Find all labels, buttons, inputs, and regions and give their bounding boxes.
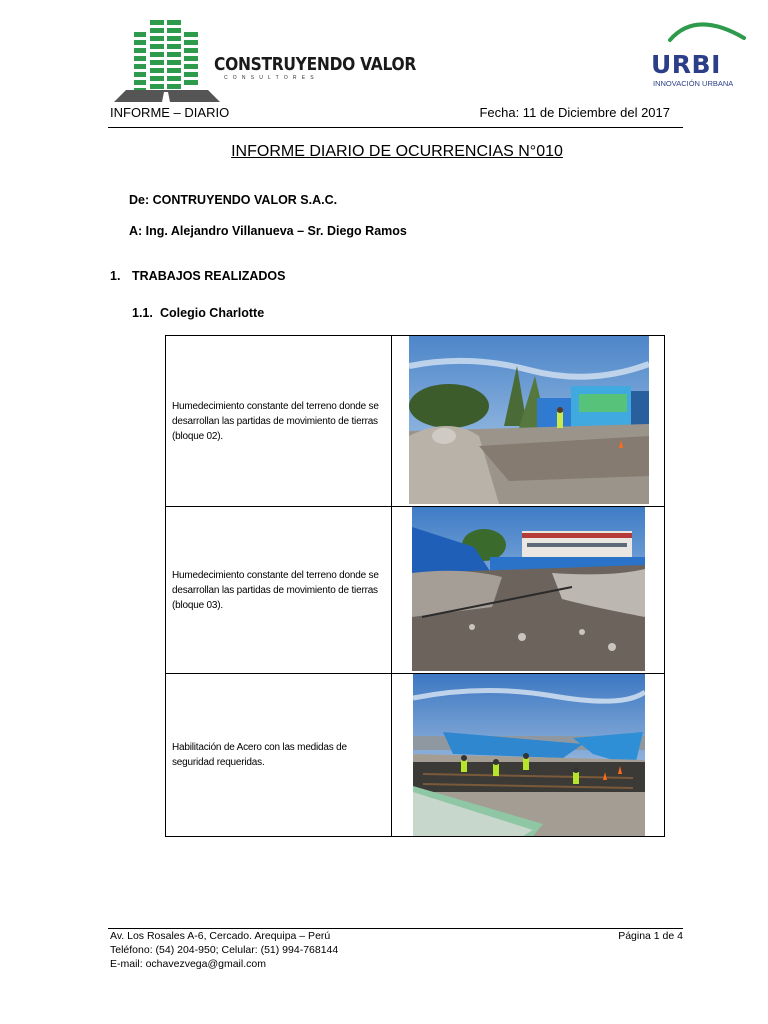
footer-divider — [108, 928, 683, 929]
row-description-cell — [166, 336, 392, 506]
partner-tagline: INNOVACIÓN URBANA — [653, 79, 734, 88]
row-photo-cell — [392, 336, 664, 506]
report-label: INFORME – DIARIO — [110, 105, 230, 120]
report-date: Fecha: 11 de Diciembre del 2017 — [479, 105, 670, 120]
partner-logo — [648, 18, 748, 90]
table-row — [166, 336, 664, 507]
row-photo-cell — [392, 507, 664, 673]
company-logo — [112, 18, 416, 104]
section-number: 1. — [110, 269, 121, 283]
company-tagline: CONSULTORES — [224, 75, 319, 81]
row-description-cell — [166, 674, 392, 836]
document-title: INFORME DIARIO DE OCURRENCIAS N°010 — [231, 143, 563, 160]
row-description-cell — [166, 507, 392, 673]
row-description: Humedecimiento constante del terreno donde se desarrollan las partidas de movimiento de tierras (bloque 02). — [172, 400, 379, 442]
sender-line: De: CONTRUYENDO VALOR S.A.C. — [129, 193, 338, 207]
work-report-table — [165, 335, 665, 837]
table-row — [166, 507, 664, 674]
section-title: TRABAJOS REALIZADOS — [132, 269, 286, 283]
footer-email: E-mail: ochavezvega@gmail.com — [110, 958, 266, 970]
page-number: Página 1 de 4 — [618, 930, 683, 942]
site-photo — [409, 336, 649, 504]
building-logo-icon — [112, 18, 222, 104]
site-photo — [412, 507, 645, 671]
recipient-line: A: Ing. Alejandro Villanueva – Sr. Diego Ramos — [129, 224, 407, 238]
subsection-number: 1.1. — [132, 306, 153, 320]
row-description: Humedecimiento constante del terreno donde se desarrollan las partidas de movimiento de tierras (bloque 03). — [172, 569, 379, 611]
header-divider — [108, 127, 683, 128]
subsection-title: Colegio Charlotte — [160, 306, 265, 320]
company-name: CONSTRUYENDO VALOR — [214, 54, 416, 75]
row-photo-cell — [392, 674, 664, 836]
table-row — [166, 674, 664, 836]
site-photo — [413, 674, 645, 836]
footer-phones: Teléfono: (54) 204-950; Celular: (51) 994-768144 — [110, 944, 339, 956]
partner-name: URBI — [651, 50, 721, 79]
row-description: Habilitación de Acero con las medidas de seguridad requeridas. — [172, 742, 347, 768]
footer-address: Av. Los Rosales A-6, Cercado. Arequipa – Perú — [110, 930, 331, 942]
